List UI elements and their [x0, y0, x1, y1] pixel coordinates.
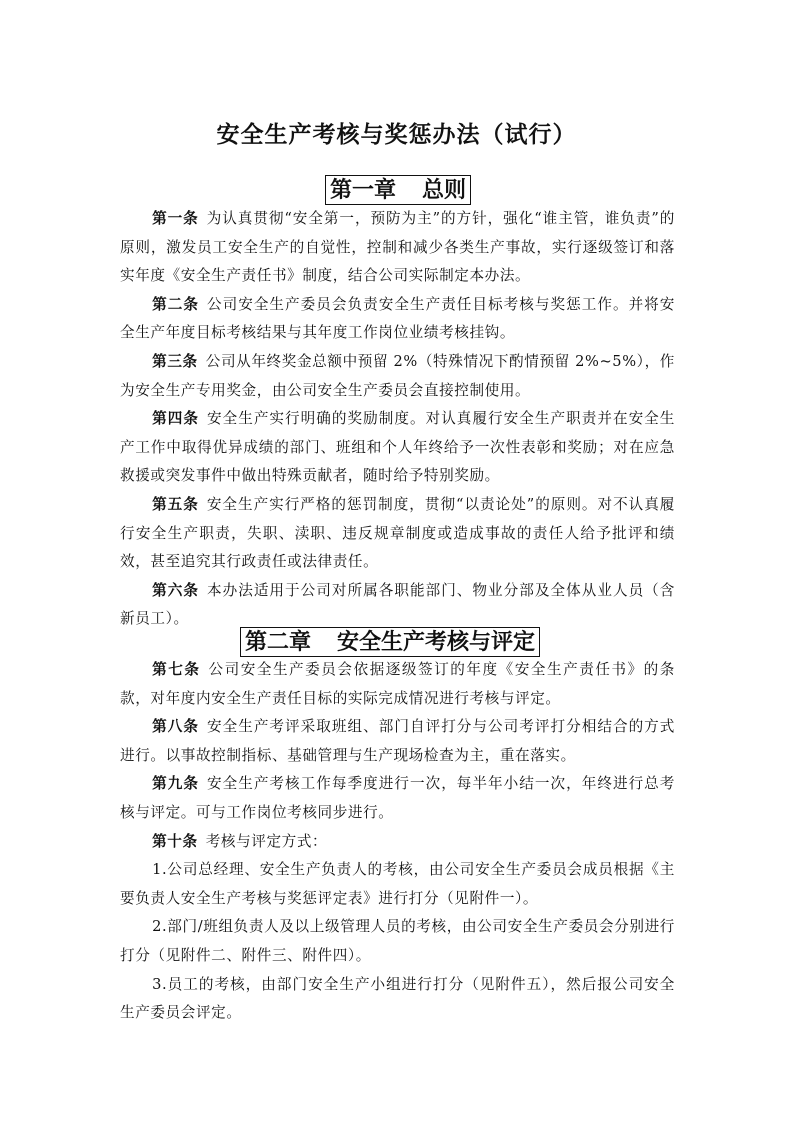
- chapter-2-number: 第二章: [245, 629, 312, 655]
- list-item-2: 2.部门/班组负责人及以上级管理人员的考核，由公司安全生产委员会分别进行打分（见附件二、附件三、附件四）。: [120, 918, 675, 964]
- article-text: 公司安全生产委员会负责安全生产责任目标考核与奖惩工作。并将安全生产年度目标考核结果与其年度工作岗位业绩考核挂钩。: [120, 295, 675, 342]
- article-10: [120, 828, 675, 857]
- article-text: 公司从年终奖金总额中预留 2%（特殊情况下酌情预留 2%~5%），作为安全生产专用奖金，由公司安全生产委员会直接控制使用。: [120, 352, 675, 399]
- chapter-1-heading: [325, 175, 471, 205]
- article-text: 本办法适用于公司对所属各职能部门、物业分部及全体从业人员（含新员工）。: [120, 581, 675, 628]
- article-number: 第四条: [152, 410, 199, 428]
- article-text: 安全生产考核工作每季度进行一次，每半年小结一次，年终进行总考核与评定。可与工作岗位考核同步进行。: [120, 775, 675, 821]
- chapter-1-name: 总则: [422, 177, 467, 203]
- list-item-1: 1.公司总经理、安全生产负责人的考核，由公司安全生产委员会成员根据《主要负责人安全生产考核与奖惩评定表》进行打分（见附件一）。: [120, 861, 675, 907]
- article-number: 第七条: [152, 661, 201, 678]
- article-number: 第一条: [152, 210, 199, 227]
- chapter-2-heading: [240, 627, 540, 657]
- article-text: 公司安全生产委员会依据逐级签订的年度《安全生产责任书》的条款，对年度内安全生产责任目标的实际完成情况进行考核与评定。: [120, 661, 675, 707]
- article-text: 安全生产考评采取班组、部门自评打分与公司考评打分相结合的方式进行。以事故控制指标、基础管理与生产现场检查为主，重在落实。: [120, 718, 675, 764]
- article-4: [120, 405, 675, 491]
- list-item-3: 3.员工的考核，由部门安全生产小组进行打分（见附件五），然后报公司安全生产委员会评定。: [120, 975, 675, 1022]
- article-text: 为认真贯彻“安全第一，预防为主”的方针，强化“谁主管，谁负责”的原则，激发员工安全生产的自觉性，控制和减少各类生产事故，实行逐级签订和落实年度《安全生产责任书》制度，结合公司实际制定本办法。: [120, 210, 675, 285]
- article-number: 第三条: [152, 352, 198, 370]
- article-3: [120, 348, 675, 405]
- article-9: [120, 770, 675, 827]
- article-8: [120, 713, 675, 770]
- article-1: [120, 205, 675, 291]
- article-number: 第二条: [152, 295, 199, 313]
- article-text: 考核与评定方式：: [205, 832, 328, 850]
- article-6: [120, 577, 675, 634]
- article-number: 第十条: [152, 832, 198, 850]
- chapter-2-name: 安全生产考核与评定: [337, 629, 536, 655]
- article-text: 安全生产实行明确的奖励制度。对认真履行安全生产职责并在安全生产工作中取得优异成绩的部门、班组和个人年终给予一次性表彰和奖励；对在应急救援或突发事件中做出特殊贡献者，随时给予特别奖励。: [120, 410, 675, 485]
- article-number: 第九条: [152, 775, 199, 793]
- article-text: 安全生产实行严格的惩罚制度，贯彻“以责论处”的原则。对不认真履行安全生产职责，失职、渎职、违反规章制度或造成事故的责任人给予批评和绩效，甚至追究其行政责任或法律责任。: [120, 495, 675, 571]
- article-7: [120, 656, 675, 713]
- article-2: [120, 291, 675, 348]
- article-number: 第六条: [152, 581, 199, 599]
- document-title: 安全生产考核与奖惩办法（试行）: [216, 121, 577, 148]
- article-number: 第五条: [152, 495, 199, 513]
- chapter-1-number: 第一章: [330, 177, 397, 203]
- article-number: 第八条: [152, 718, 199, 736]
- chapter-2-body: [120, 656, 675, 1028]
- article-5: [120, 491, 675, 577]
- chapter-1-body: [120, 205, 675, 634]
